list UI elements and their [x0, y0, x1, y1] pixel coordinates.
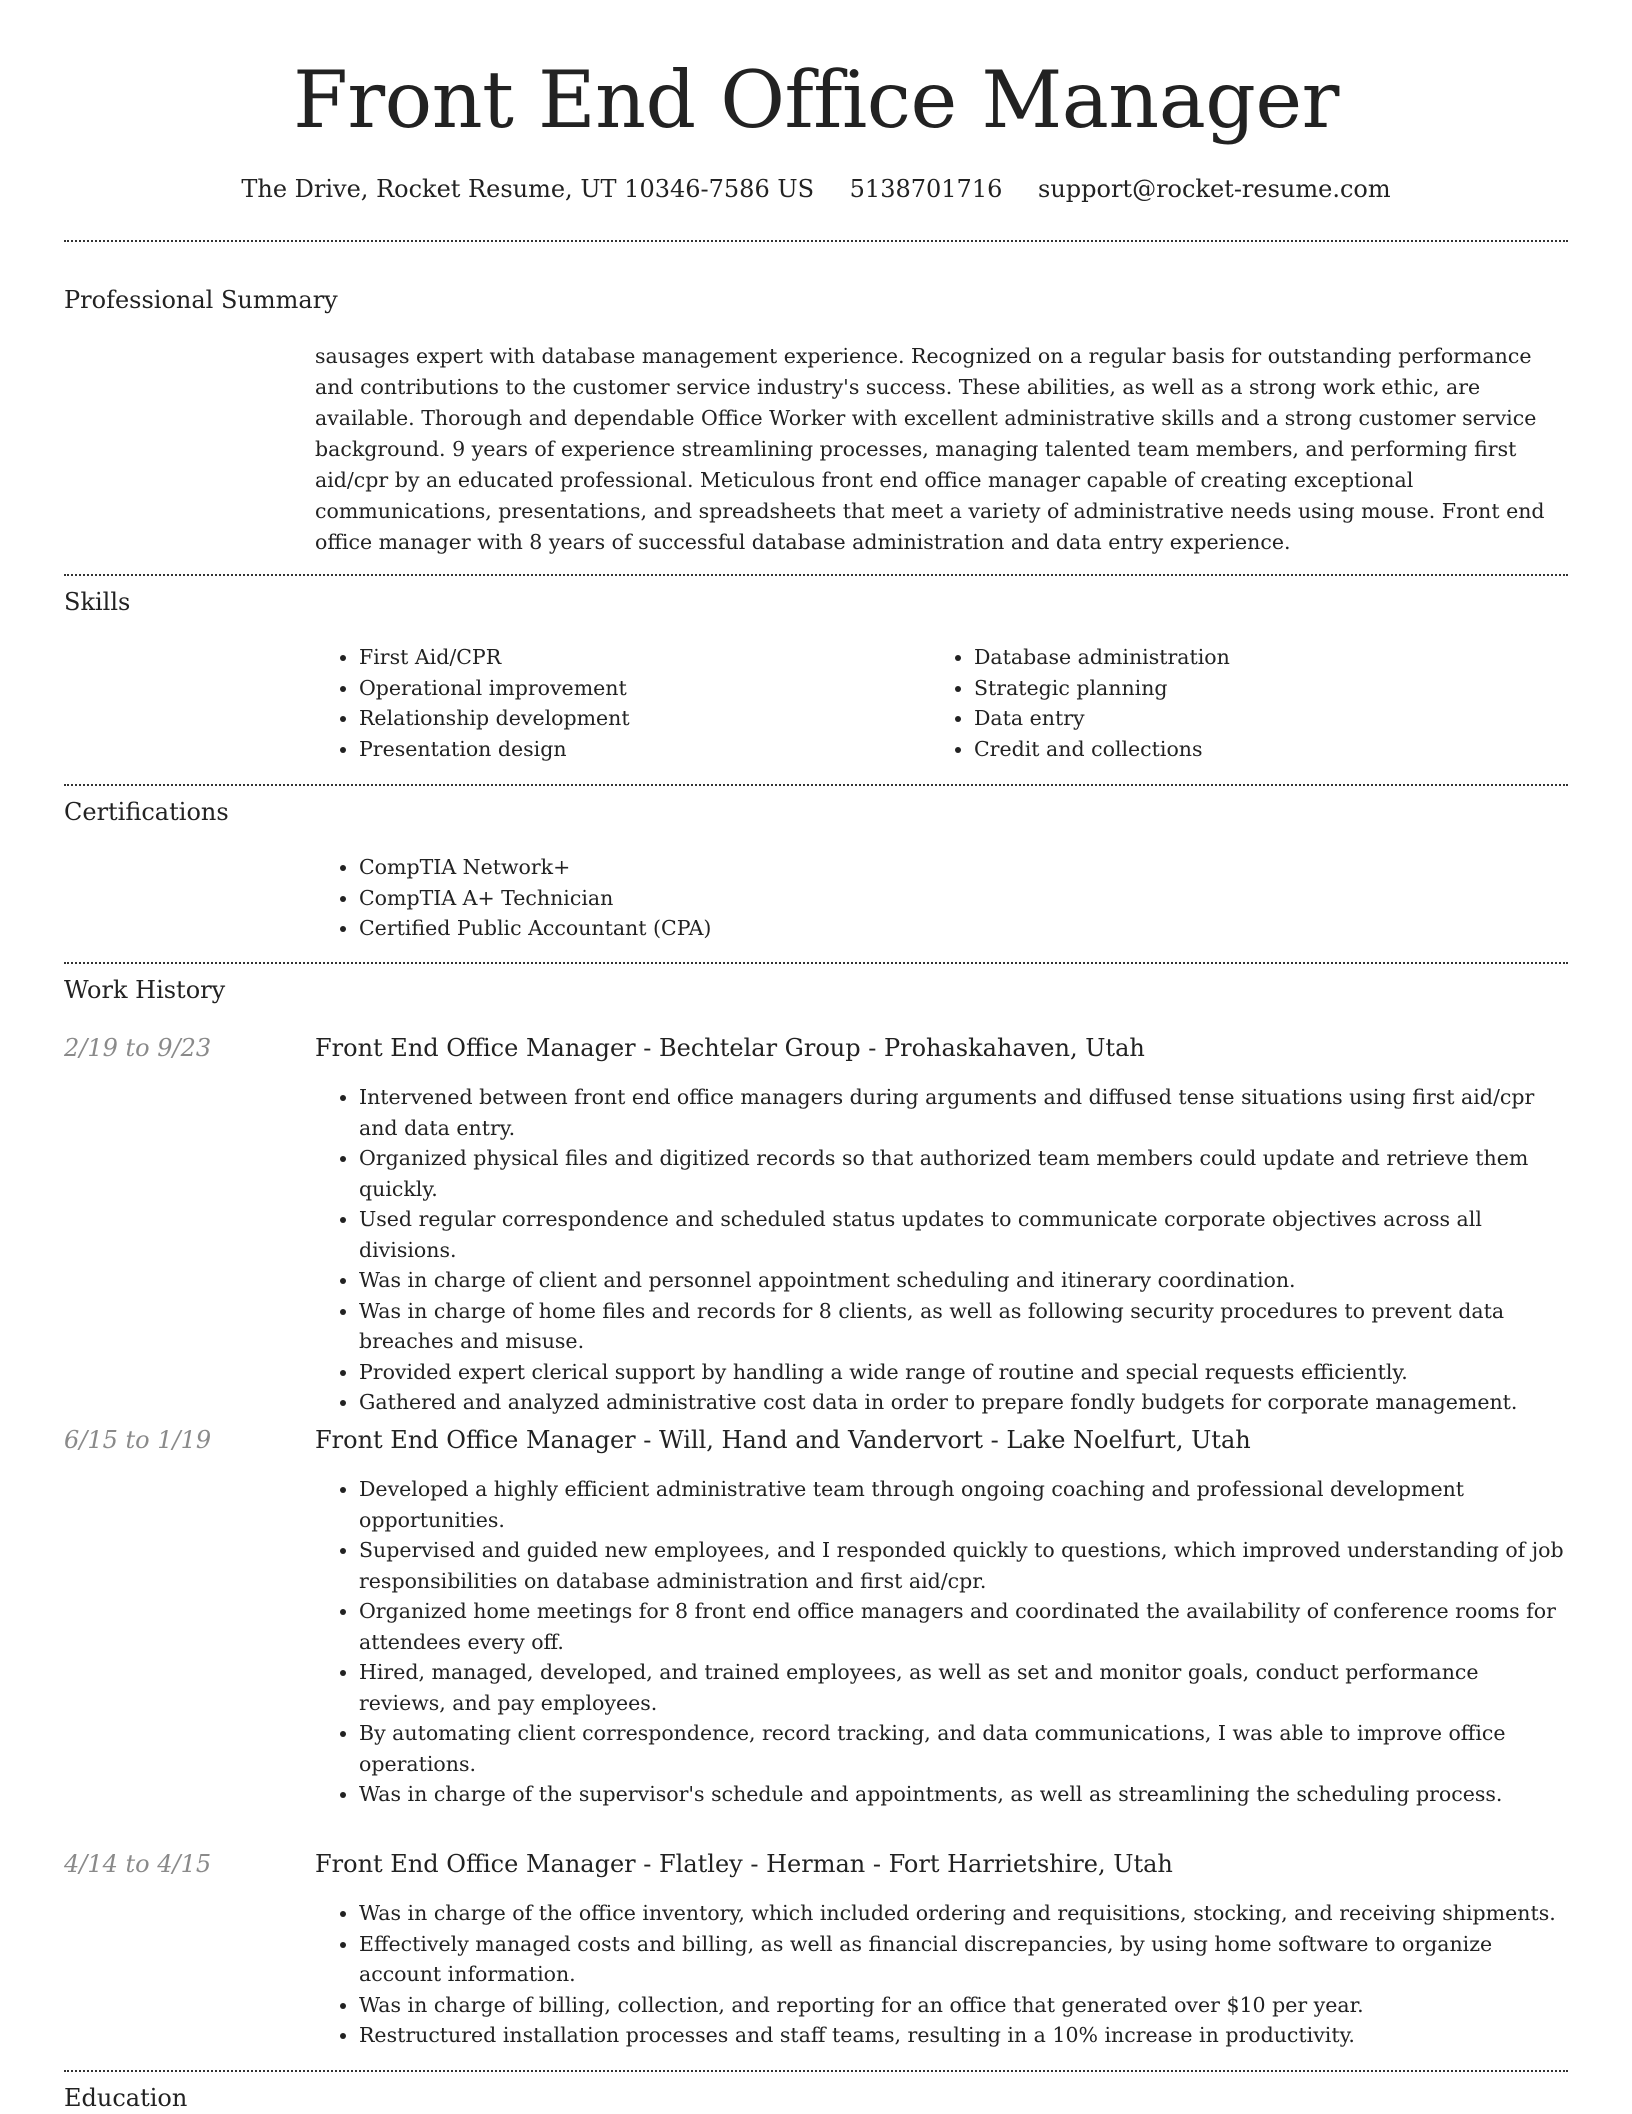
job-dates: 4/14 to 4/15	[64, 1850, 212, 1878]
job-bullet: • Organized physical files and digitized records so that authorized team members could update and retrieve them quickly.	[359, 1143, 1568, 1204]
job-bullet: • Restructured installation processes and staff teams, resulting in a 10% increase in productivity.	[359, 2020, 1568, 2051]
resume-name: Front End Office Manager	[293, 54, 1339, 146]
job-bullet: • Effectively managed costs and billing, as well as financial discrepancies, by using home software to organize account information.	[359, 1929, 1568, 1990]
contact-phone: 5138701716	[849, 175, 1003, 203]
job-bullet: • Intervened between front end office managers during arguments and diffused tense situations using first aid/cpr and data entry.	[359, 1082, 1568, 1143]
section-divider	[64, 2070, 1568, 2072]
job-bullet: • Gathered and analyzed administrative cost data in order to prepare fondly budgets for corporate management.	[359, 1387, 1568, 1418]
job-title: Front End Office Manager - Bechtelar Group - Prohaskahaven, Utah	[315, 1034, 1145, 1062]
skill-item: • First Aid/CPR	[359, 642, 919, 673]
certification-item: • Certified Public Accountant (CPA)	[359, 913, 1559, 944]
section-divider	[64, 240, 1568, 242]
job-bullet: • Provided expert clerical support by handling a wide range of routine and special requests efficiently.	[359, 1357, 1568, 1388]
skill-item: • Operational improvement	[359, 673, 919, 704]
skills-list-left	[315, 642, 919, 764]
skill-item: • Credit and collections	[974, 734, 1574, 765]
job-bullets	[315, 1082, 1568, 1418]
job-bullet: • Developed a highly efficient administrative team through ongoing coaching and professional development opportunities.	[359, 1474, 1568, 1535]
skill-item: • Data entry	[974, 703, 1574, 734]
skill-item: • Strategic planning	[974, 673, 1574, 704]
certification-item: • CompTIA A+ Technician	[359, 883, 1559, 914]
summary-text: sausages expert with database management experience. Recognized on a regular basis for outstanding performance and contributions to the customer service industry's success. These abilities, as well as a strong work ethic, are available. Thorough and dependable Office Worker with excellent administrative skills and a strong customer service background. 9 years of experience streamlining processes, managing talented team members, and performing first aid/cpr by an educated professional. Meticulous front end office manager capable of creating exceptional communications, presentations, and spreadsheets that meet a variety of administrative needs using mouse. Front end office manager with 8 years of successful database administration and data entry experience.	[315, 344, 1545, 554]
job-title: Front End Office Manager - Flatley - Herman - Fort Harrietshire, Utah	[315, 1850, 1173, 1878]
job-bullet: • Supervised and guided new employees, and I responded quickly to questions, which improved understanding of job responsibilities on database administration and first aid/cpr.	[359, 1535, 1568, 1596]
skill-item: • Relationship development	[359, 703, 919, 734]
contact-address: The Drive, Rocket Resume, UT 10346-7586 US	[241, 175, 815, 203]
job-bullet: • Was in charge of billing, collection, and reporting for an office that generated over $10 per year.	[359, 1990, 1568, 2021]
contact-email[interactable]: support@rocket-resume.com	[1038, 175, 1391, 203]
job-bullets	[315, 1898, 1568, 2051]
section-title-skills: Skills	[64, 588, 131, 616]
contact-line	[0, 172, 1632, 206]
certification-item: • CompTIA Network+	[359, 852, 1559, 883]
job-bullet: • Was in charge of home files and records for 8 clients, as well as following security procedures to prevent data breaches and misuse.	[359, 1296, 1568, 1357]
section-divider	[64, 962, 1568, 964]
job-bullet: • Was in charge of the supervisor's schedule and appointments, as well as streamlining the scheduling process.	[359, 1779, 1568, 1810]
job-bullet: • Used regular correspondence and scheduled status updates to communicate corporate objectives across all divisions.	[359, 1204, 1568, 1265]
job-dates: 6/15 to 1/19	[64, 1426, 212, 1454]
section-title-summary: Professional Summary	[64, 286, 338, 314]
certifications-list	[315, 852, 1559, 944]
skill-item: • Database administration	[974, 642, 1574, 673]
section-divider	[64, 574, 1568, 576]
job-dates: 2/19 to 9/23	[64, 1034, 212, 1062]
job-title: Front End Office Manager - Will, Hand and Vandervort - Lake Noelfurt, Utah	[315, 1426, 1251, 1454]
section-title-certifications: Certifications	[64, 798, 229, 826]
section-title-work-history: Work History	[64, 976, 226, 1004]
job-bullet: • Was in charge of the office inventory, which included ordering and requisitions, stocking, and receiving shipments.	[359, 1898, 1568, 1929]
job-bullet: • Organized home meetings for 8 front end office managers and coordinated the availability of conference rooms for attendees every off.	[359, 1596, 1568, 1657]
section-divider	[64, 784, 1568, 786]
skill-item: • Presentation design	[359, 734, 919, 765]
job-bullet: • Was in charge of client and personnel appointment scheduling and itinerary coordination.	[359, 1265, 1568, 1296]
job-bullet: • Hired, managed, developed, and trained employees, as well as set and monitor goals, conduct performance reviews, and pay employees.	[359, 1657, 1568, 1718]
job-bullet: • By automating client correspondence, record tracking, and data communications, I was able to improve office operations.	[359, 1718, 1568, 1779]
section-title-education: Education	[64, 2084, 188, 2112]
job-bullets	[315, 1474, 1568, 1810]
skills-list-right	[930, 642, 1574, 764]
